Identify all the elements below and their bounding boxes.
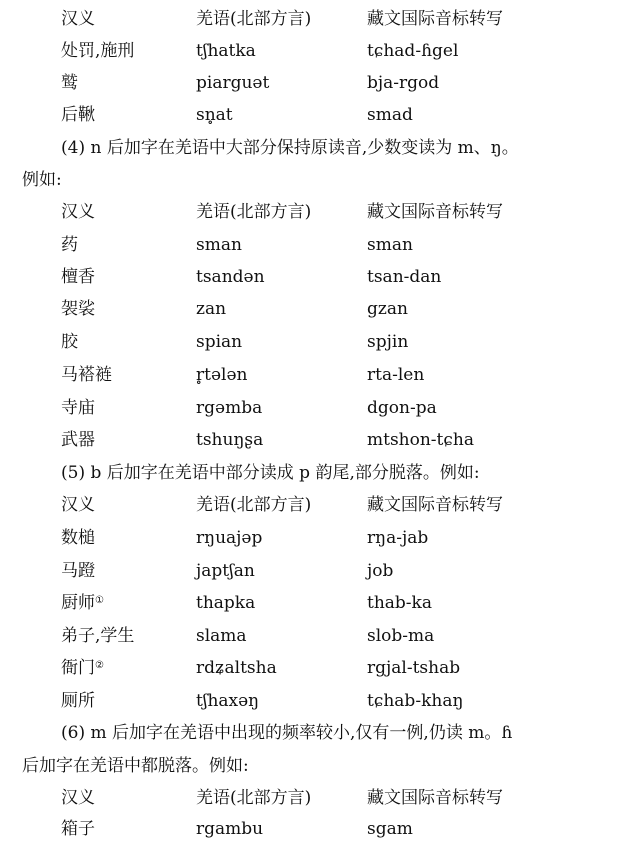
qiang-cell: sn̥at	[196, 105, 233, 125]
paragraph-5-line-1: (5) b 后加字在羌语中部分读成 p 韵尾,部分脱落。例如:	[61, 463, 480, 483]
table-row	[0, 397, 640, 429]
header-meaning: 汉义	[61, 788, 95, 808]
qiang-cell: tʃhaxəŋ	[196, 691, 260, 711]
header-meaning: 汉义	[61, 9, 95, 29]
tibetan-cell: mtshon-tɕha	[367, 430, 474, 450]
table-row	[0, 72, 640, 104]
header-tibetan: 藏文国际音标转写	[367, 495, 503, 515]
tibetan-cell: dgon-pa	[367, 398, 437, 418]
qiang-cell: rdʑaltsha	[196, 658, 277, 678]
qiang-cell: tʃhatka	[196, 41, 256, 61]
footnote-marker: ①	[95, 595, 104, 606]
tibetan-cell: tɕhab-khaŋ	[367, 691, 464, 711]
meaning-cell: 寺庙	[61, 398, 95, 418]
qiang-cell: piarguət	[196, 73, 270, 93]
paragraph-4-line-2: 例如:	[22, 170, 62, 190]
header-tibetan: 藏文国际音标转写	[367, 788, 503, 808]
header-tibetan: 藏文国际音标转写	[367, 202, 503, 222]
qiang-cell: tsandən	[196, 267, 265, 287]
qiang-cell: rgambu	[196, 819, 264, 839]
header-meaning: 汉义	[61, 495, 95, 515]
qiang-cell: japtʃan	[196, 561, 255, 581]
table-row	[0, 592, 640, 624]
table-row	[0, 104, 640, 136]
tibetan-cell: tsan-dan	[367, 267, 442, 287]
meaning-cell: 马褡裢	[61, 365, 112, 385]
table-row	[0, 234, 640, 266]
tibetan-cell: rgjal-tshab	[367, 658, 461, 678]
meaning-cell: 弟子,学生	[61, 626, 135, 646]
meaning-cell	[61, 592, 104, 614]
meaning-cell: 处罚,施刑	[61, 41, 135, 61]
tibetan-cell: slob-ma	[367, 626, 435, 646]
tibetan-cell: spjin	[367, 332, 409, 352]
header-qiang: 羌语(北部方言)	[196, 495, 312, 515]
meaning-cell: 后鞦	[61, 105, 95, 125]
qiang-cell: zan	[196, 299, 227, 319]
header-qiang: 羌语(北部方言)	[196, 9, 312, 29]
table-row	[0, 625, 640, 657]
table-row	[0, 298, 640, 330]
paragraph-6-line-1: (6) m 后加字在羌语中出现的频率较小,仅有一例,仍读 m。ɦ	[61, 723, 513, 743]
meaning-cell	[61, 657, 104, 679]
table-row	[0, 657, 640, 689]
qiang-cell: tshuŋʂa	[196, 430, 264, 450]
table-row	[0, 364, 640, 396]
paragraph-6-line-2: 后加字在羌语中都脱落。例如:	[22, 756, 249, 776]
meaning-text: 衙门	[61, 658, 95, 678]
tibetan-cell: smad	[367, 105, 413, 125]
qiang-cell: thapka	[196, 593, 256, 613]
meaning-cell: 鹫	[61, 73, 78, 93]
table-header	[0, 787, 640, 819]
qiang-cell: rŋuajəp	[196, 528, 263, 548]
table-row	[0, 429, 640, 461]
tibetan-cell: bja-rgod	[367, 73, 440, 93]
meaning-cell: 马蹬	[61, 561, 95, 581]
tibetan-cell: job	[367, 561, 394, 581]
tibetan-cell: tɕhad-ɦgel	[367, 41, 459, 61]
table-header	[0, 8, 640, 40]
qiang-cell: spian	[196, 332, 243, 352]
meaning-cell: 武器	[61, 430, 95, 450]
meaning-cell: 檀香	[61, 267, 95, 287]
table-row	[0, 818, 640, 850]
table-header	[0, 494, 640, 526]
meaning-cell: 药	[61, 235, 78, 255]
header-qiang: 羌语(北部方言)	[196, 202, 312, 222]
table-row	[0, 527, 640, 559]
tibetan-cell: sgam	[367, 819, 413, 839]
table-row	[0, 266, 640, 298]
header-meaning: 汉义	[61, 202, 95, 222]
tibetan-cell: gzan	[367, 299, 408, 319]
table-row	[0, 560, 640, 592]
meaning-cell: 袈裟	[61, 299, 95, 319]
header-tibetan: 藏文国际音标转写	[367, 9, 503, 29]
meaning-cell: 箱子	[61, 819, 95, 839]
meaning-cell: 胶	[61, 332, 78, 352]
table-header	[0, 201, 640, 233]
footnote-marker: ②	[95, 660, 104, 671]
tibetan-cell: thab-ka	[367, 593, 432, 613]
tibetan-cell: rta-len	[367, 365, 425, 385]
tibetan-cell: sman	[367, 235, 413, 255]
meaning-cell: 厕所	[61, 691, 95, 711]
header-qiang: 羌语(北部方言)	[196, 788, 312, 808]
meaning-text: 厨师	[61, 593, 95, 613]
meaning-cell: 数槌	[61, 528, 95, 548]
qiang-cell: slama	[196, 626, 247, 646]
paragraph-4-line-1: (4) n 后加字在羌语中大部分保持原读音,少数变读为 m、ŋ。	[61, 138, 519, 158]
qiang-cell: rgəmba	[196, 398, 263, 418]
table-row	[0, 690, 640, 722]
table-row	[0, 40, 640, 72]
qiang-cell: sman	[196, 235, 242, 255]
tibetan-cell: rŋa-jab	[367, 528, 429, 548]
qiang-cell: r̥tələn	[196, 365, 248, 385]
table-row	[0, 331, 640, 363]
